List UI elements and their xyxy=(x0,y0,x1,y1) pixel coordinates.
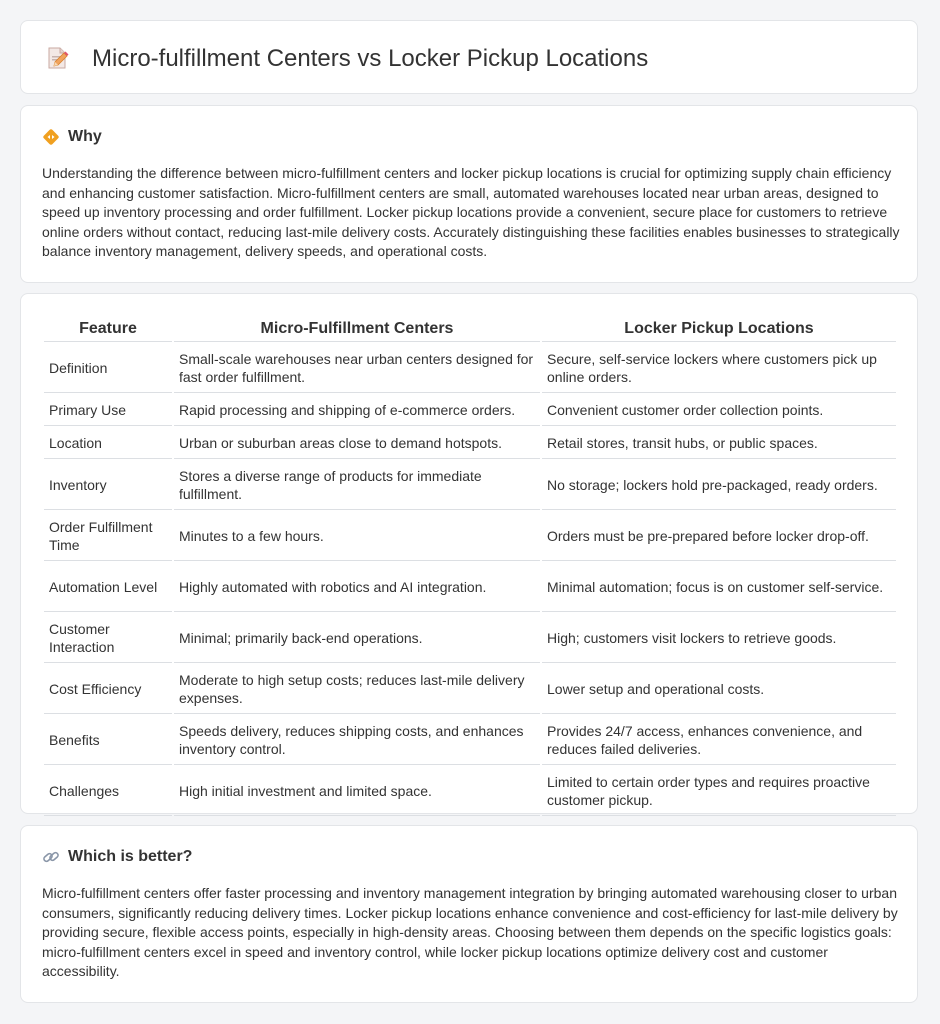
feature-cell: Customer Interaction xyxy=(44,614,172,663)
table-row xyxy=(44,344,896,393)
micro-fulfillment-cell: Highly automated with robotics and AI integration. xyxy=(174,563,540,612)
locker-pickup-cell: No storage; lockers hold pre-packaged, ready orders. xyxy=(542,461,896,510)
locker-pickup-cell: Retail stores, transit hubs, or public spaces. xyxy=(542,428,896,459)
locker-pickup-cell: Lower setup and operational costs. xyxy=(542,665,896,714)
table-row xyxy=(44,395,896,426)
locker-pickup-cell: Limited to certain order types and requires proactive customer pickup. xyxy=(542,767,896,816)
feature-cell: Definition xyxy=(44,344,172,393)
better-text: Micro-fulfillment centers offer faster processing and inventory management integration by bringing automated warehousing closer to urban consumers, significantly reducing delivery times. Locker pickup locations enhance convenience and cost-efficiency for last-mile delivery by providing secure, flexible access points, especially in high-density areas. Choosing between them depends on the specific logistics goals: micro-fulfillment centers excel in speed and inventory control, while locker pickup locations optimize delivery cost and customer accessibility. xyxy=(42,885,898,980)
table-row xyxy=(44,665,896,714)
locker-pickup-cell: Orders must be pre-prepared before locker drop-off. xyxy=(542,512,896,561)
locker-pickup-cell: Minimal automation; focus is on customer self-service. xyxy=(542,563,896,612)
table-header-row xyxy=(44,317,896,342)
feature-cell: Location xyxy=(44,428,172,459)
table-row xyxy=(44,512,896,561)
which-is-better-card xyxy=(20,825,918,1003)
micro-fulfillment-cell: Small-scale warehouses near urban centers designed for fast order fulfillment. xyxy=(174,344,540,393)
micro-fulfillment-cell: Urban or suburban areas close to demand hotspots. xyxy=(174,428,540,459)
locker-pickup-cell: Convenient customer order collection points. xyxy=(542,395,896,426)
micro-fulfillment-cell: High initial investment and limited space. xyxy=(174,767,540,816)
table-row xyxy=(44,767,896,816)
why-card xyxy=(20,105,918,283)
micro-fulfillment-cell: Minutes to a few hours. xyxy=(174,512,540,561)
column-header-feature: Feature xyxy=(44,317,172,342)
document-pencil-icon xyxy=(45,45,71,76)
link-icon xyxy=(42,848,60,871)
feature-cell: Order Fulfillment Time xyxy=(44,512,172,561)
micro-fulfillment-cell: Moderate to high setup costs; reduces last-mile delivery expenses. xyxy=(174,665,540,714)
locker-pickup-cell: Secure, self-service lockers where customers pick up online orders. xyxy=(542,344,896,393)
locker-pickup-cell: Provides 24/7 access, enhances convenience, and reduces failed deliveries. xyxy=(542,716,896,765)
table-row xyxy=(44,716,896,765)
why-text: Understanding the difference between micro-fulfillment centers and locker pickup locations is crucial for optimizing supply chain efficiency and enhancing customer satisfaction. Micro-fulfillment centers are small, automated warehouses located near urban areas, designed to speed up inventory processing and order fulfillment. Locker pickup locations provide a convenient, secure place for customers to retrieve online orders without contact, reducing last-mile delivery costs. Accurately distinguishing these facilities enables businesses to strategically balance inventory management, delivery speeds, and operational costs. xyxy=(42,165,900,260)
micro-fulfillment-cell: Speeds delivery, reduces shipping costs, and enhances inventory control. xyxy=(174,716,540,765)
locker-pickup-cell: High; customers visit lockers to retrieve goods. xyxy=(542,614,896,663)
page-title: Micro-fulfillment Centers vs Locker Pickup Locations xyxy=(92,45,649,72)
feature-cell: Cost Efficiency xyxy=(44,665,172,714)
comparison-table-card xyxy=(20,293,918,814)
feature-cell: Primary Use xyxy=(44,395,172,426)
feature-cell: Challenges xyxy=(44,767,172,816)
micro-fulfillment-cell: Minimal; primarily back-end operations. xyxy=(174,614,540,663)
comparison-table xyxy=(42,315,898,818)
diamond-arrows-icon xyxy=(42,128,60,151)
micro-fulfillment-cell: Rapid processing and shipping of e-commerce orders. xyxy=(174,395,540,426)
why-heading: Why xyxy=(68,128,102,145)
column-header-micro-fulfillment: Micro-Fulfillment Centers xyxy=(174,317,540,342)
feature-cell: Benefits xyxy=(44,716,172,765)
column-header-locker-pickup: Locker Pickup Locations xyxy=(542,317,896,342)
title-card xyxy=(20,20,918,94)
micro-fulfillment-cell: Stores a diverse range of products for immediate fulfillment. xyxy=(174,461,540,510)
feature-cell: Inventory xyxy=(44,461,172,510)
better-heading: Which is better? xyxy=(68,848,193,865)
feature-cell: Automation Level xyxy=(44,563,172,612)
table-row xyxy=(44,563,896,612)
table-row xyxy=(44,614,896,663)
table-row xyxy=(44,428,896,459)
table-row xyxy=(44,461,896,510)
